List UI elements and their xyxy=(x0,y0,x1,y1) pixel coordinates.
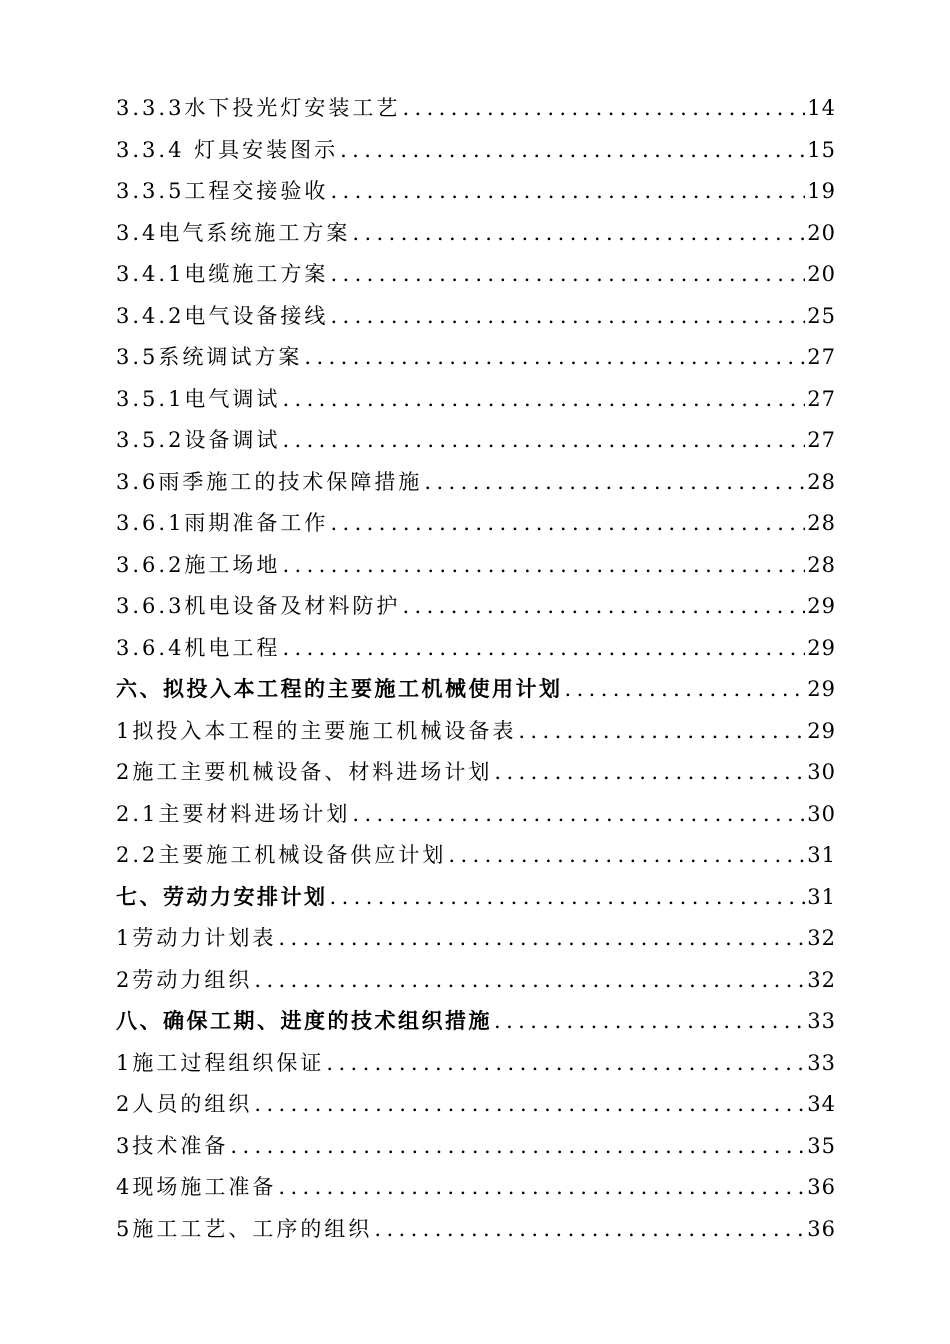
toc-entry-title: 1施工过程组织保证 xyxy=(116,1050,325,1075)
toc-entry-title: 2劳动力组织 xyxy=(116,967,253,992)
toc-entry[interactable] xyxy=(116,756,836,798)
toc-entry[interactable] xyxy=(116,1213,836,1255)
toc-entry[interactable] xyxy=(116,839,836,881)
toc-entry-title: 3.3.3水下投光灯安装工艺 xyxy=(116,96,401,120)
toc-leader-dots xyxy=(330,179,805,203)
toc-leader-dots xyxy=(424,470,805,494)
toc-entry-page: 35 xyxy=(807,1133,836,1158)
toc-entry-page: 32 xyxy=(807,967,836,992)
toc-entry-page: 31 xyxy=(807,843,836,867)
toc-entry-page: 28 xyxy=(807,511,836,535)
toc-entry-title: 六、拟投入本工程的主要施工机械使用计划 xyxy=(116,676,563,701)
toc-leader-dots xyxy=(282,387,805,411)
toc-entry-title: 3.4电气系统施工方案 xyxy=(116,220,351,245)
toc-leader-dots xyxy=(230,1134,805,1158)
toc-entry-page: 36 xyxy=(807,1216,836,1241)
toc-leader-dots xyxy=(330,885,806,909)
toc-chapter-entry[interactable] xyxy=(116,673,836,715)
toc-chapter-entry[interactable] xyxy=(116,881,836,923)
toc-entry-page: 20 xyxy=(807,262,836,286)
toc-entry-title: 3.6.2施工场地 xyxy=(116,552,281,577)
toc-leader-dots xyxy=(278,926,805,950)
toc-entry-title: 2.2主要施工机械设备供应计划 xyxy=(116,843,447,867)
toc-entry[interactable] xyxy=(116,798,836,840)
toc-entry[interactable] xyxy=(116,258,836,300)
toc-entry[interactable] xyxy=(116,715,836,757)
toc-entry[interactable] xyxy=(116,134,836,176)
toc-entry[interactable] xyxy=(116,383,836,425)
toc-entry-page: 36 xyxy=(807,1175,836,1199)
toc-entry-title: 3.4.1电缆施工方案 xyxy=(116,262,329,286)
toc-entry[interactable] xyxy=(116,590,836,632)
toc-entry-page: 27 xyxy=(807,428,836,452)
toc-entry-title: 3技术准备 xyxy=(116,1133,229,1158)
toc-entry[interactable] xyxy=(116,549,836,591)
toc-entry-page: 33 xyxy=(807,1050,836,1075)
toc-entry[interactable] xyxy=(116,922,836,964)
toc-entry-title: 2人员的组织 xyxy=(116,1092,253,1116)
toc-entry[interactable] xyxy=(116,1047,836,1089)
toc-entry-title: 2.1主要材料进场计划 xyxy=(116,801,351,826)
toc-entry-page: 29 xyxy=(807,677,836,701)
toc-entry-page: 29 xyxy=(807,635,836,660)
toc-entry-page: 14 xyxy=(807,96,836,120)
toc-entry-title: 4现场施工准备 xyxy=(116,1175,277,1199)
toc-leader-dots xyxy=(330,304,805,328)
toc-entry-title: 1劳动力计划表 xyxy=(116,926,277,950)
toc-entry-title: 3.6.1雨期准备工作 xyxy=(116,511,329,535)
toc-entry-title: 3.5系统调试方案 xyxy=(116,345,303,369)
toc-entry-page: 19 xyxy=(807,179,836,203)
toc-entry-page: 28 xyxy=(807,552,836,577)
toc-entry-page: 28 xyxy=(807,469,836,494)
toc-entry-title: 5施工工艺、工序的组织 xyxy=(116,1216,373,1241)
toc-leader-dots xyxy=(330,511,805,535)
toc-leader-dots xyxy=(448,843,805,867)
toc-leader-dots xyxy=(494,760,805,784)
toc-entry[interactable] xyxy=(116,92,836,134)
toc-leader-dots xyxy=(494,1009,805,1033)
toc-entry[interactable] xyxy=(116,1088,836,1130)
toc-entry-page: 29 xyxy=(807,718,836,743)
toc-entry[interactable] xyxy=(116,466,836,508)
toc-entry-title: 3.3.4 灯具安装图示 xyxy=(116,137,339,162)
table-of-contents xyxy=(116,92,836,1254)
toc-leader-dots xyxy=(340,138,805,162)
toc-entry-page: 27 xyxy=(807,386,836,411)
toc-entry-title: 3.6雨季施工的技术保障措施 xyxy=(116,469,423,494)
toc-entry-title: 七、劳动力安排计划 xyxy=(116,883,328,909)
toc-entry-page: 34 xyxy=(807,1092,836,1116)
toc-leader-dots xyxy=(304,345,805,369)
toc-leader-dots xyxy=(402,594,805,618)
toc-entry-title: 3.5.1电气调试 xyxy=(116,386,281,411)
toc-leader-dots xyxy=(282,553,805,577)
toc-entry[interactable] xyxy=(116,217,836,259)
toc-entry-page: 29 xyxy=(807,594,836,618)
toc-leader-dots xyxy=(254,1092,805,1116)
toc-entry-title: 2施工主要机械设备、材料进场计划 xyxy=(116,760,493,784)
toc-entry-title: 3.3.5工程交接验收 xyxy=(116,179,329,203)
toc-leader-dots xyxy=(282,636,805,660)
toc-leader-dots xyxy=(374,1217,805,1241)
toc-entry-page: 30 xyxy=(807,801,836,826)
toc-leader-dots xyxy=(352,802,805,826)
toc-entry-page: 27 xyxy=(807,345,836,369)
toc-entry-title: 3.5.2设备调试 xyxy=(116,428,281,452)
toc-leader-dots xyxy=(565,677,806,701)
toc-entry[interactable] xyxy=(116,1171,836,1213)
toc-entry[interactable] xyxy=(116,424,836,466)
toc-entry[interactable] xyxy=(116,300,836,342)
toc-entry-title: 3.6.3机电设备及材料防护 xyxy=(116,594,401,618)
toc-entry[interactable] xyxy=(116,175,836,217)
toc-entry-page: 15 xyxy=(807,137,836,162)
toc-leader-dots xyxy=(518,719,805,743)
toc-entry-page: 33 xyxy=(807,1009,836,1033)
toc-entry-page: 25 xyxy=(807,303,836,328)
toc-entry-title: 八、确保工期、进度的技术组织措施 xyxy=(116,1008,492,1033)
toc-entry[interactable] xyxy=(116,964,836,1006)
toc-entry-page: 31 xyxy=(807,884,836,909)
toc-leader-dots xyxy=(402,96,805,120)
toc-leader-dots xyxy=(254,968,805,992)
toc-entry-title: 3.4.2电气设备接线 xyxy=(116,303,329,328)
toc-leader-dots xyxy=(330,262,805,286)
toc-entry[interactable] xyxy=(116,1130,836,1172)
toc-entry[interactable] xyxy=(116,507,836,549)
toc-entry-title: 3.6.4机电工程 xyxy=(116,635,281,660)
toc-entry[interactable] xyxy=(116,341,836,383)
toc-leader-dots xyxy=(326,1051,805,1075)
toc-entry-page: 20 xyxy=(807,220,836,245)
toc-leader-dots xyxy=(278,1175,805,1199)
toc-leader-dots xyxy=(352,221,805,245)
toc-entry-page: 30 xyxy=(807,760,836,784)
toc-entry-title: 1拟投入本工程的主要施工机械设备表 xyxy=(116,718,517,743)
toc-entry[interactable] xyxy=(116,632,836,674)
toc-entry-page: 32 xyxy=(807,926,836,950)
toc-leader-dots xyxy=(282,428,805,452)
toc-chapter-entry[interactable] xyxy=(116,1005,836,1047)
